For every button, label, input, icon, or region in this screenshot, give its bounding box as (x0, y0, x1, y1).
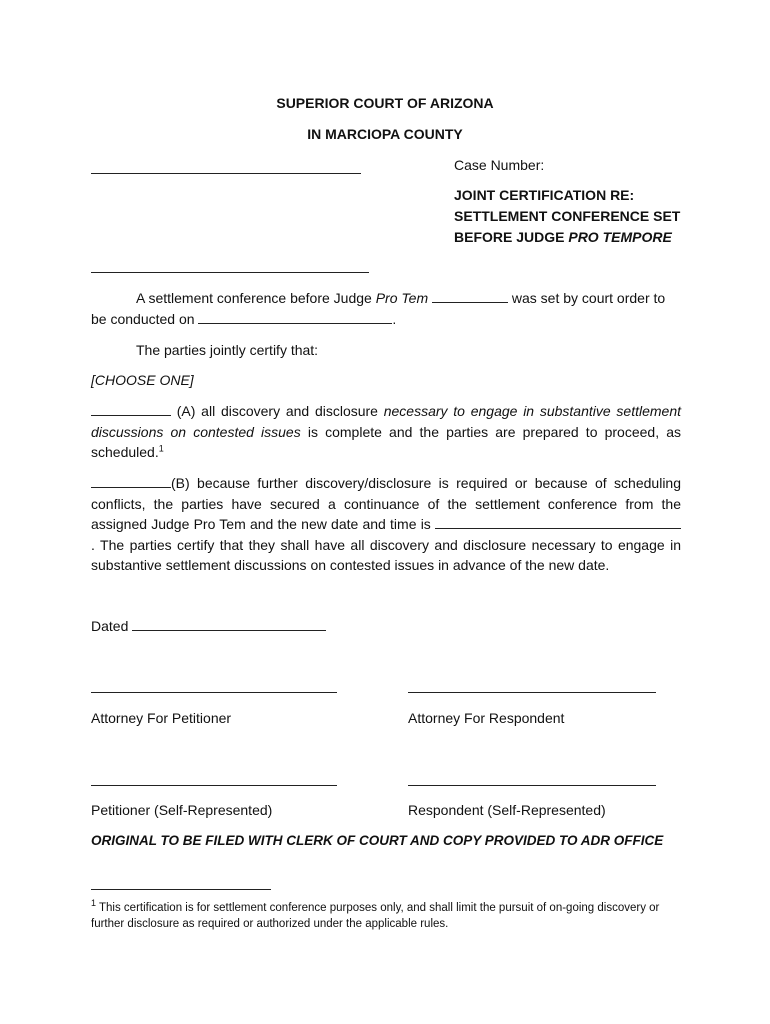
option-a-paragraph: (A) all discovery and disclosure necessary to engage in substantive settlement discussions on contested issues is complete and the parties are prepared to proceed, as scheduled.$^1$ (91, 403, 682, 460)
paragraph-1-line-2: be conducted on . (91, 311, 397, 327)
footnote-text: This certification is for settlement conference purposes only, and shall limit the pursuit of on-going discovery or further disclosure as required or authorized under the applicable rules. (91, 902, 660, 930)
attorney-respondent-label: Attorney For Respondent (408, 710, 565, 726)
doc-title-line-3 (454, 229, 672, 245)
petitioner-self-label: Petitioner (Self-Represented) (91, 802, 273, 818)
court-title: SUPERIOR COURT OF ARIZONA (276, 95, 494, 111)
judge-name-blank[interactable] (432, 290, 508, 303)
respondent-signature-line[interactable] (408, 785, 656, 786)
footnote (91, 900, 681, 932)
petitioner-signature-line[interactable] (91, 785, 337, 786)
conference-date-blank[interactable] (198, 311, 392, 324)
attorney-respondent-signature-line[interactable] (408, 692, 656, 693)
doc-title-line-3-prefix: BEFORE JUDGE (454, 229, 569, 245)
attorney-petitioner-label: Attorney For Petitioner (91, 710, 232, 726)
footnote-separator (91, 889, 271, 890)
new-date-time-blank[interactable] (435, 516, 681, 529)
party-name-line-1[interactable] (91, 173, 361, 174)
choose-one-label: [CHOOSE ONE] (91, 372, 194, 388)
dated-blank[interactable] (132, 618, 326, 631)
county-title: IN MARCIOPA COUNTY (307, 126, 463, 142)
parties-certify-text: The parties jointly certify that: (136, 342, 319, 358)
paragraph-1-line-1: A settlement conference before Judge Pro Tem was set by court order to (136, 290, 666, 306)
footnote-number: 1 (91, 898, 97, 909)
option-b-checkbox-blank[interactable] (91, 475, 171, 488)
doc-title-line-1: JOINT CERTIFICATION RE: (454, 187, 635, 203)
case-number-label: Case Number: (454, 157, 545, 173)
doc-title-line-3-italic: PRO TEMPORE (568, 229, 672, 245)
doc-title-line-2: SETTLEMENT CONFERENCE SET (454, 208, 681, 224)
respondent-self-label: Respondent (Self-Represented) (408, 802, 606, 818)
option-b-paragraph: (B) because further discovery/disclosure is required or because of scheduling conflicts, the parties have secured a continuance of the settlement conference from the assigned Judge Pro Tem and the new date and time is . The parties certify that they shall have all discovery and disclosure necessary to engage in substantive settlement discussions on contested issues in advance of the new date. (91, 475, 681, 573)
option-a-checkbox-blank[interactable] (91, 403, 171, 416)
dated-row: Dated (91, 618, 326, 634)
filing-note: ORIGINAL TO BE FILED WITH CLERK OF COURT AND COPY PROVIDED TO ADR OFFICE (91, 833, 664, 848)
footnote-ref: 1 (158, 443, 164, 454)
party-name-line-2[interactable] (91, 272, 369, 273)
attorney-petitioner-signature-line[interactable] (91, 692, 337, 693)
